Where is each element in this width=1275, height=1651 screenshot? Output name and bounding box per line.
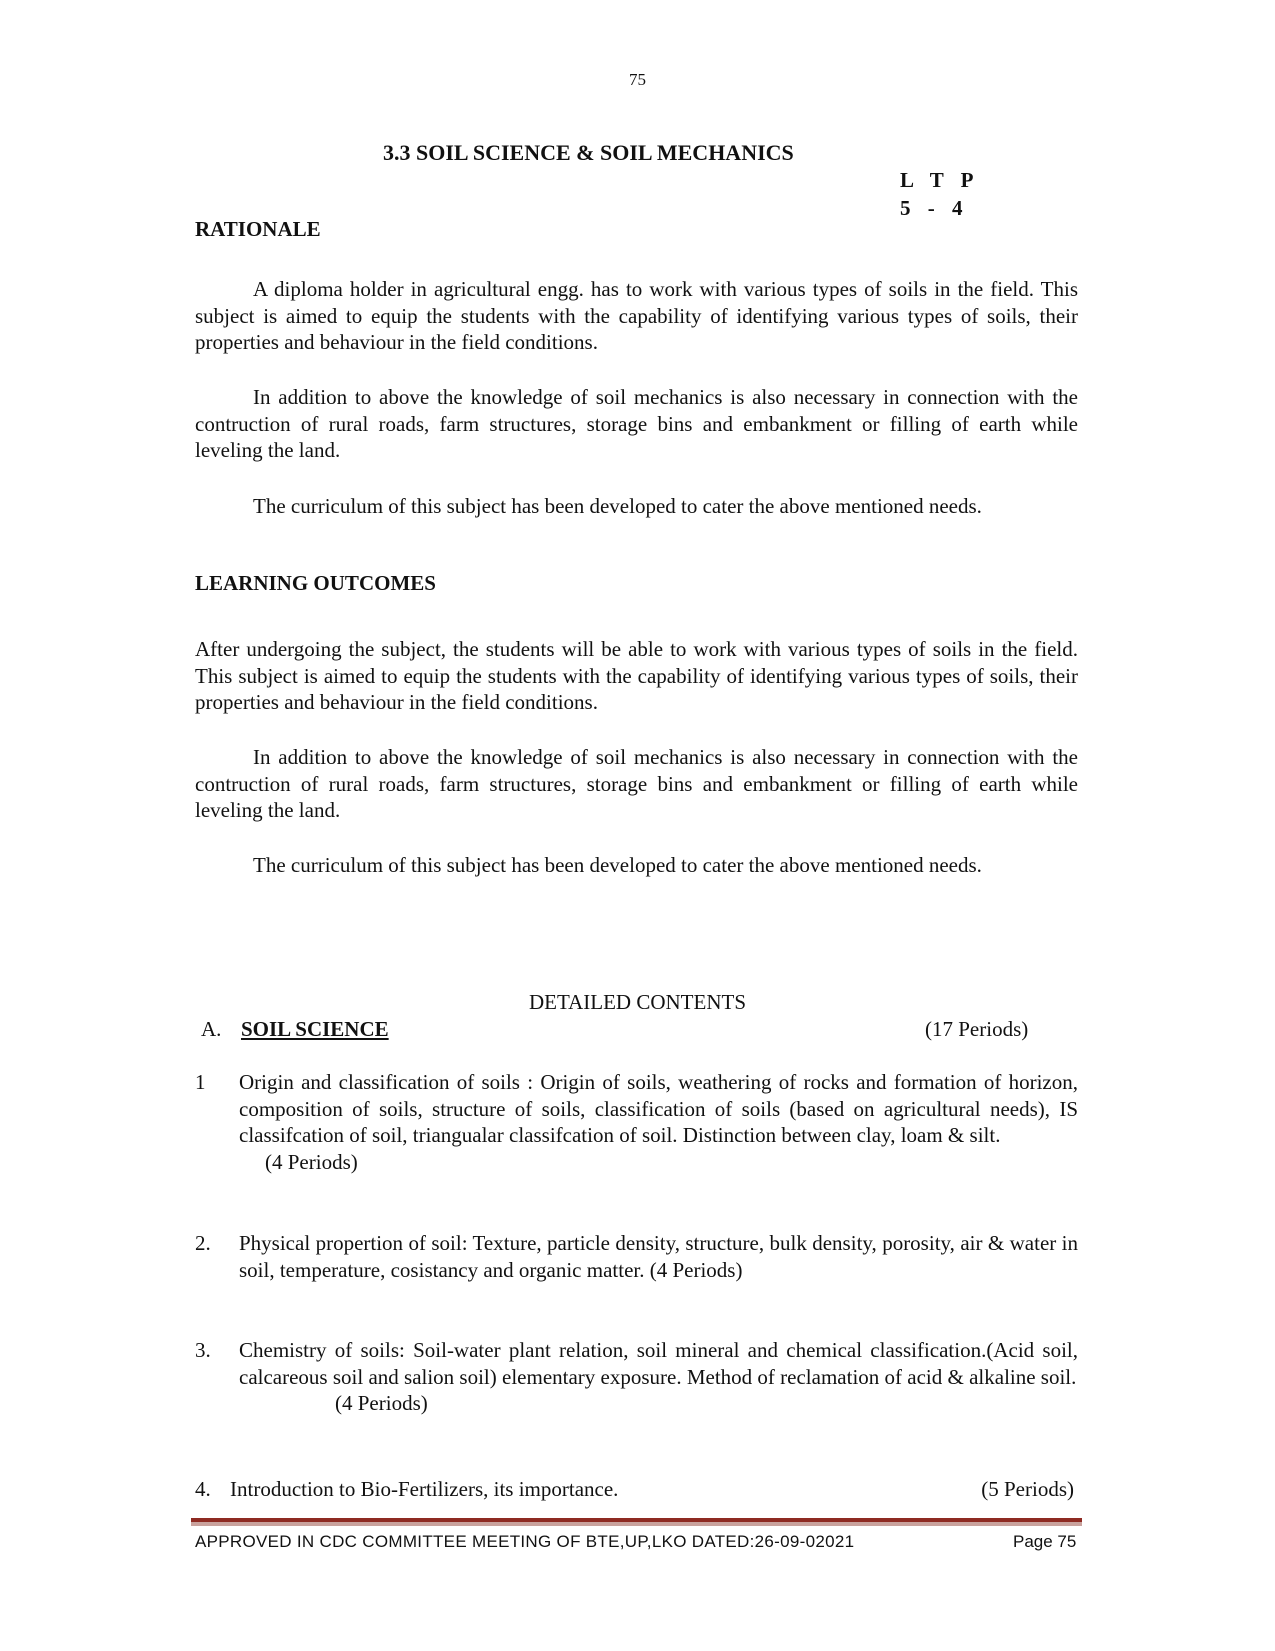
- page-number-top: 75: [629, 70, 646, 89]
- learning-outcomes-paragraph: After undergoing the subject, the students will be able to work with various types of soils in the field. This subject is aimed to equip the students with the capability of identifying various types of soils, their properties and behaviour in the field conditions.: [195, 637, 1078, 714]
- footer-divider: [191, 1518, 1082, 1522]
- document-title: 3.3 SOIL SCIENCE & SOIL MECHANICS: [383, 140, 794, 165]
- section-a-title: [201, 1017, 389, 1042]
- content-item-text: Physical propertion of soil: Texture, particle density, structure, bulk density, porosity, air & water in soil, temperature, cosistancy and organic matter. (4 Periods): [239, 1231, 1078, 1282]
- content-item-text: Introduction to Bio-Fertilizers, its importance.: [230, 1477, 619, 1501]
- ltp-header: L T P: [900, 168, 980, 192]
- section-a-periods: (17 Periods): [925, 1017, 1029, 1041]
- content-item: [195, 1069, 1078, 1175]
- learning-outcomes-heading: LEARNING OUTCOMES: [195, 571, 436, 595]
- footer-page-number: Page 75: [1013, 1532, 1077, 1551]
- learning-outcomes-paragraph: The curriculum of this subject has been developed to cater the above mentioned needs.: [253, 853, 982, 877]
- content-item-number: 3.: [195, 1338, 211, 1362]
- content-item: [195, 1337, 1078, 1417]
- detailed-contents-heading: DETAILED CONTENTS: [528, 990, 747, 1014]
- section-a-letter: A.: [201, 1017, 222, 1041]
- learning-outcomes-paragraph: In addition to above the knowledge of soil mechanics is also necessary in connection with the contruction of rural roads, farm structures, storage bins and embankment or filling of earth while leveling the land.: [195, 745, 1078, 822]
- content-item-number: 4.: [195, 1477, 211, 1501]
- ltp-values: 5 - 4: [900, 196, 969, 220]
- footer-approval-text: APPROVED IN CDC COMMITTEE MEETING OF BTE,UP,LKO DATED:26-09-02021: [195, 1532, 855, 1551]
- rationale-heading: RATIONALE: [195, 217, 321, 241]
- content-item-number: 2.: [195, 1231, 211, 1255]
- content-item-periods: (5 Periods): [981, 1477, 1074, 1501]
- content-item-number: 1: [195, 1070, 206, 1094]
- rationale-paragraph: A diploma holder in agricultural engg. has to work with various types of soils in the field. This subject is aimed to equip the students with the capability of identifying various types of soils, their properties and behaviour in the field conditions.: [195, 277, 1078, 354]
- section-a-name: SOIL SCIENCE: [241, 1017, 389, 1041]
- content-item-periods: (4 Periods): [265, 1149, 358, 1174]
- content-item: [195, 1230, 1078, 1283]
- content-item-periods: (4 Periods): [335, 1391, 428, 1415]
- rationale-paragraph: In addition to above the knowledge of soil mechanics is also necessary in connection with the contruction of rural roads, farm structures, storage bins and embankment or filling of earth while leveling the land.: [195, 385, 1078, 462]
- content-item-text: Chemistry of soils: Soil-water plant relation, soil mineral and chemical classification.(Acid soil, calcareous soil and salion soil) elementary exposure. Method of reclamation of acid & alkaline soil.: [239, 1338, 1078, 1389]
- content-item-text: Origin and classification of soils : Origin of soils, weathering of rocks and formation of horizon, composition of soils, structure of soils, classification of soils (based on agricultural needs), IS classifcation of soil, triangualar classifcation of soil. Distinction between clay, loam & silt.: [239, 1070, 1078, 1147]
- rationale-paragraph: The curriculum of this subject has been developed to cater the above mentioned needs.: [253, 494, 982, 518]
